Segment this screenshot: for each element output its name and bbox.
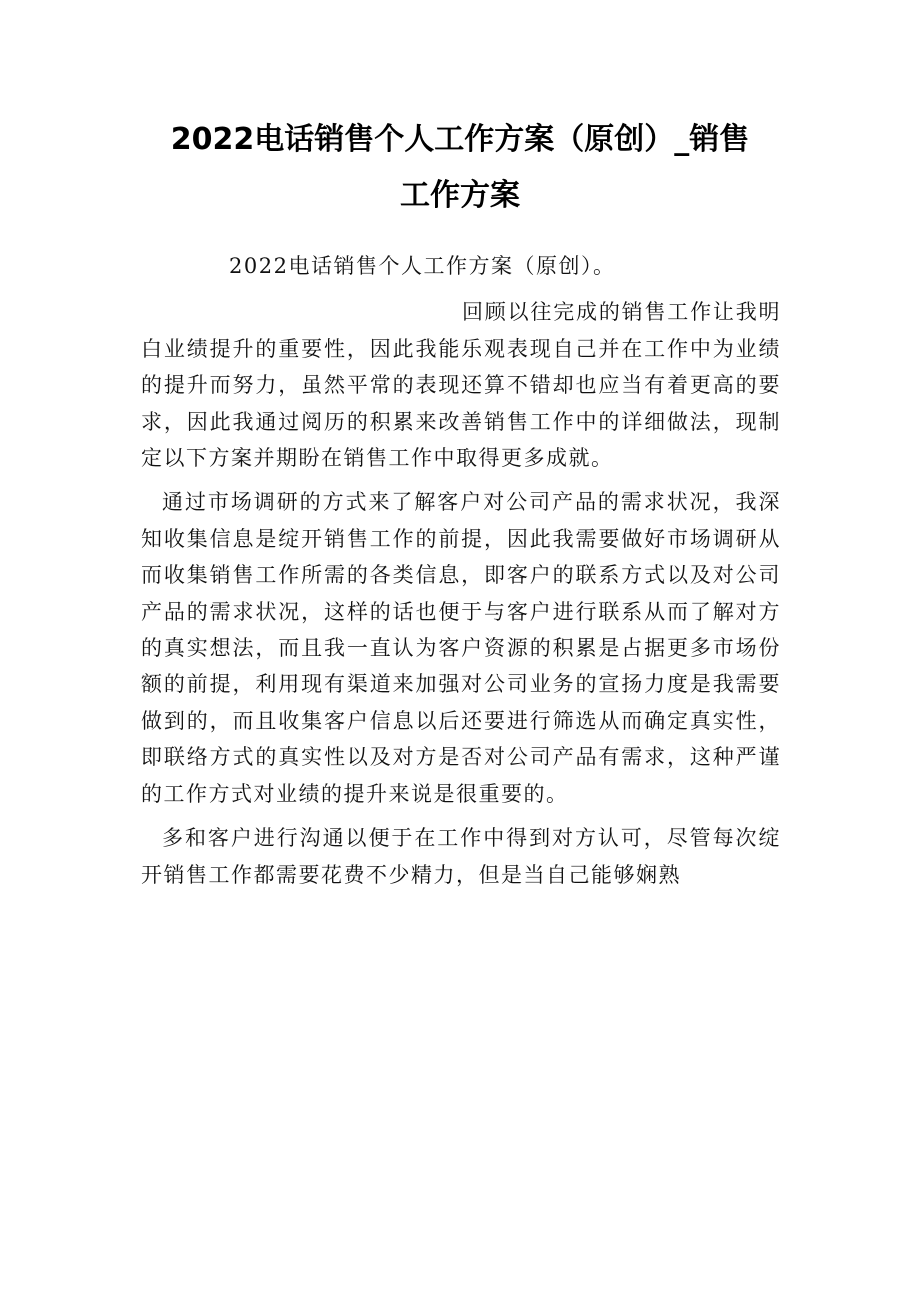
title-line-2: 工作方案 [400, 178, 520, 213]
paragraph-2: 通过市场调研的方式来了解客户对公司产品的需求状况，我深知收集信息是绽开销售工作的前提，因此我需要做好市场调研从而收集销售工作所需的各类信息，即客户的联系方式以及对公司产品的需求状况，这样的话也便于与客户进行联系从而了解对方的真实想法，而且我一直认为客户资源的积累是占据更多市场份额的前提，利用现有渠道来加强对公司业务的宣扬力度是我需要做到的，而且收集客户信息以后还要进行筛选从而确定真实性，即联络方式的真实性以及对方是否对公司产品有需求，这种严谨的工作方式对业绩的提升来说是很重要的。 [141, 490, 781, 806]
paragraph-1: 回顾以往完成的销售工作让我明白业绩提升的重要性，因此我能乐观表现自己并在工作中为业绩的提升而努力，虽然平常的表现还算不错却也应当有着更高的要求，因此我通过阅历的积累来改善销售工作中的详细做法，现制定以下方案并期盼在销售工作中取得更多成就。 [141, 300, 781, 471]
title-line-1: 2022电话销售个人工作方案（原创）_销售 [170, 122, 750, 157]
paragraph-3: 多和客户进行沟通以便于在工作中得到对方认可，尽管每次绽开销售工作都需要花费不少精力，但是当自己能够娴熟 [141, 826, 781, 887]
document-subtitle: 2022电话销售个人工作方案（原创）。 [229, 254, 616, 278]
document-body [141, 248, 781, 901]
document-title [120, 112, 800, 224]
